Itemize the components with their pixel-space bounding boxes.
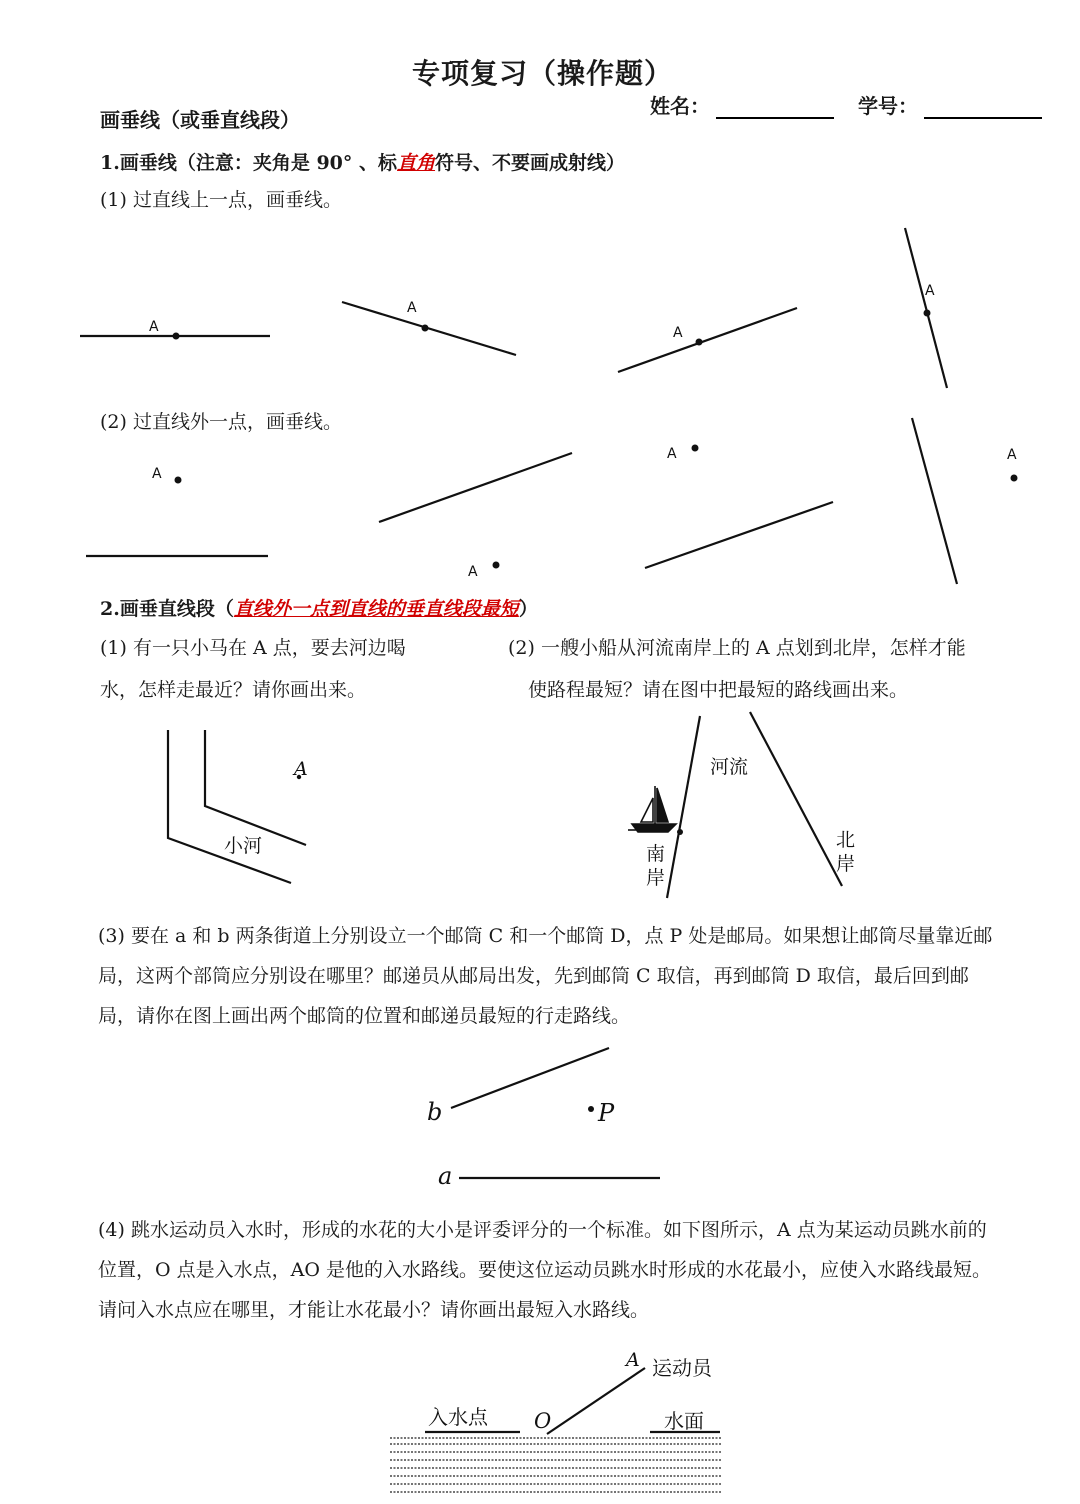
label-1c: A — [673, 325, 683, 341]
label-entry-point: 入水点 — [428, 1405, 488, 1429]
part2-heading-emphasis: 直线外一点到直线的垂直线段最短 — [233, 598, 519, 620]
line-2d — [912, 418, 957, 584]
label-1a: A — [149, 319, 159, 335]
north-bank-line — [750, 712, 842, 886]
point-1d — [924, 310, 931, 317]
label-2c: A — [667, 446, 677, 462]
label-horse-a: A — [294, 758, 308, 780]
part1-heading-emphasis: 直角 — [397, 152, 436, 174]
part2-question-3: (3) 要在 a 和 b 两条街道上分别设立一个邮筒 C 和一个邮筒 D，点 P 处是邮局。如果想让邮筒尽量靠近邮局，这两个部筒应分别设在哪里？邮递员从邮局出发，先到邮筒 C 取信，再到邮筒 D 取信，最后回到邮局，请你在图上画出两个邮筒的位置和邮递员最短的行走路线。 — [98, 925, 993, 1027]
point-2a — [175, 477, 182, 484]
label-river: 河流 — [710, 756, 749, 778]
point-2c — [692, 445, 699, 452]
label-diver-a: A — [626, 1349, 640, 1371]
label-water-surface: 水面 — [664, 1409, 704, 1433]
label-south-1: 南 — [646, 843, 666, 865]
point-2d — [1011, 475, 1018, 482]
part1-question-1: (1) 过直线上一点，画垂线。 — [100, 189, 342, 211]
label-street-a: a — [438, 1162, 453, 1190]
river-bank-inner — [205, 730, 306, 845]
south-bank-line — [667, 716, 700, 898]
page-title: 专项复习（操作题） — [412, 57, 674, 90]
line-1c — [618, 308, 797, 372]
line-1b — [342, 302, 516, 355]
student-id-label: 学号： — [858, 94, 918, 118]
point-p — [588, 1106, 594, 1112]
part2-heading-suffix: ） — [518, 598, 538, 620]
part1-heading-prefix: 1.画垂线（注意：夹角是 90° 、标 — [100, 152, 398, 174]
line-2c — [645, 502, 833, 568]
label-north-2: 岸 — [836, 853, 856, 875]
line-2b — [379, 453, 572, 522]
part2-q2-line2: 使路程最短？请在图中把最短的路线画出来。 — [528, 679, 909, 701]
label-2d: A — [1007, 447, 1017, 463]
label-1b: A — [407, 300, 417, 316]
sailboat-icon — [628, 786, 676, 832]
part2-heading-prefix: 2.画垂直线段（ — [100, 598, 234, 620]
part2-question-4: (4) 跳水运动员入水时，形成的水花的大小是评委评分的一个标准。如下图所示，A 点为某运动员跳水前的位置，O 点是入水点，AO 是他的入水路线。要使这位运动员跳水时形成的水花最小，应使入水路线最短。请问入水点应在哪里，才能让水花最小？请你画出最短入水路线。 — [98, 1219, 991, 1321]
label-north-1: 北 — [836, 829, 856, 851]
river-bank-outer — [168, 730, 291, 883]
section-heading: 画垂线（或垂直线段） — [100, 108, 300, 132]
water-texture — [390, 1438, 722, 1492]
part2-q1-line2: 水，怎样走最近？请你画出来。 — [100, 679, 367, 701]
name-label: 姓名： — [650, 94, 710, 118]
label-small-river: 小河 — [224, 835, 263, 857]
part2-q1-line1: (1) 有一只小马在 A 点，要去河边喝 — [100, 637, 406, 659]
point-1a — [173, 333, 180, 340]
dive-path-ao — [547, 1368, 645, 1434]
street-b — [451, 1048, 609, 1108]
part1-heading-suffix: 符号、不要画成射线） — [435, 152, 626, 174]
label-2a: A — [152, 466, 162, 482]
label-south-2: 岸 — [646, 867, 666, 889]
point-boat — [677, 829, 683, 835]
part1-question-2: (2) 过直线外一点，画垂线。 — [100, 411, 342, 433]
point-1c — [696, 339, 703, 346]
part2-q2-line1: (2) 一艘小船从河流南岸上的 A 点划到北岸，怎样才能 — [508, 637, 966, 659]
label-2b: A — [468, 564, 478, 580]
point-1b — [422, 325, 429, 332]
label-1d: A — [925, 283, 935, 299]
line-1d — [905, 228, 947, 388]
label-o: O — [534, 1409, 552, 1433]
label-street-b: b — [427, 1098, 443, 1126]
label-athlete: 运动员 — [652, 1356, 712, 1380]
label-post-office-p: P — [598, 1099, 615, 1127]
point-2b — [493, 562, 500, 569]
